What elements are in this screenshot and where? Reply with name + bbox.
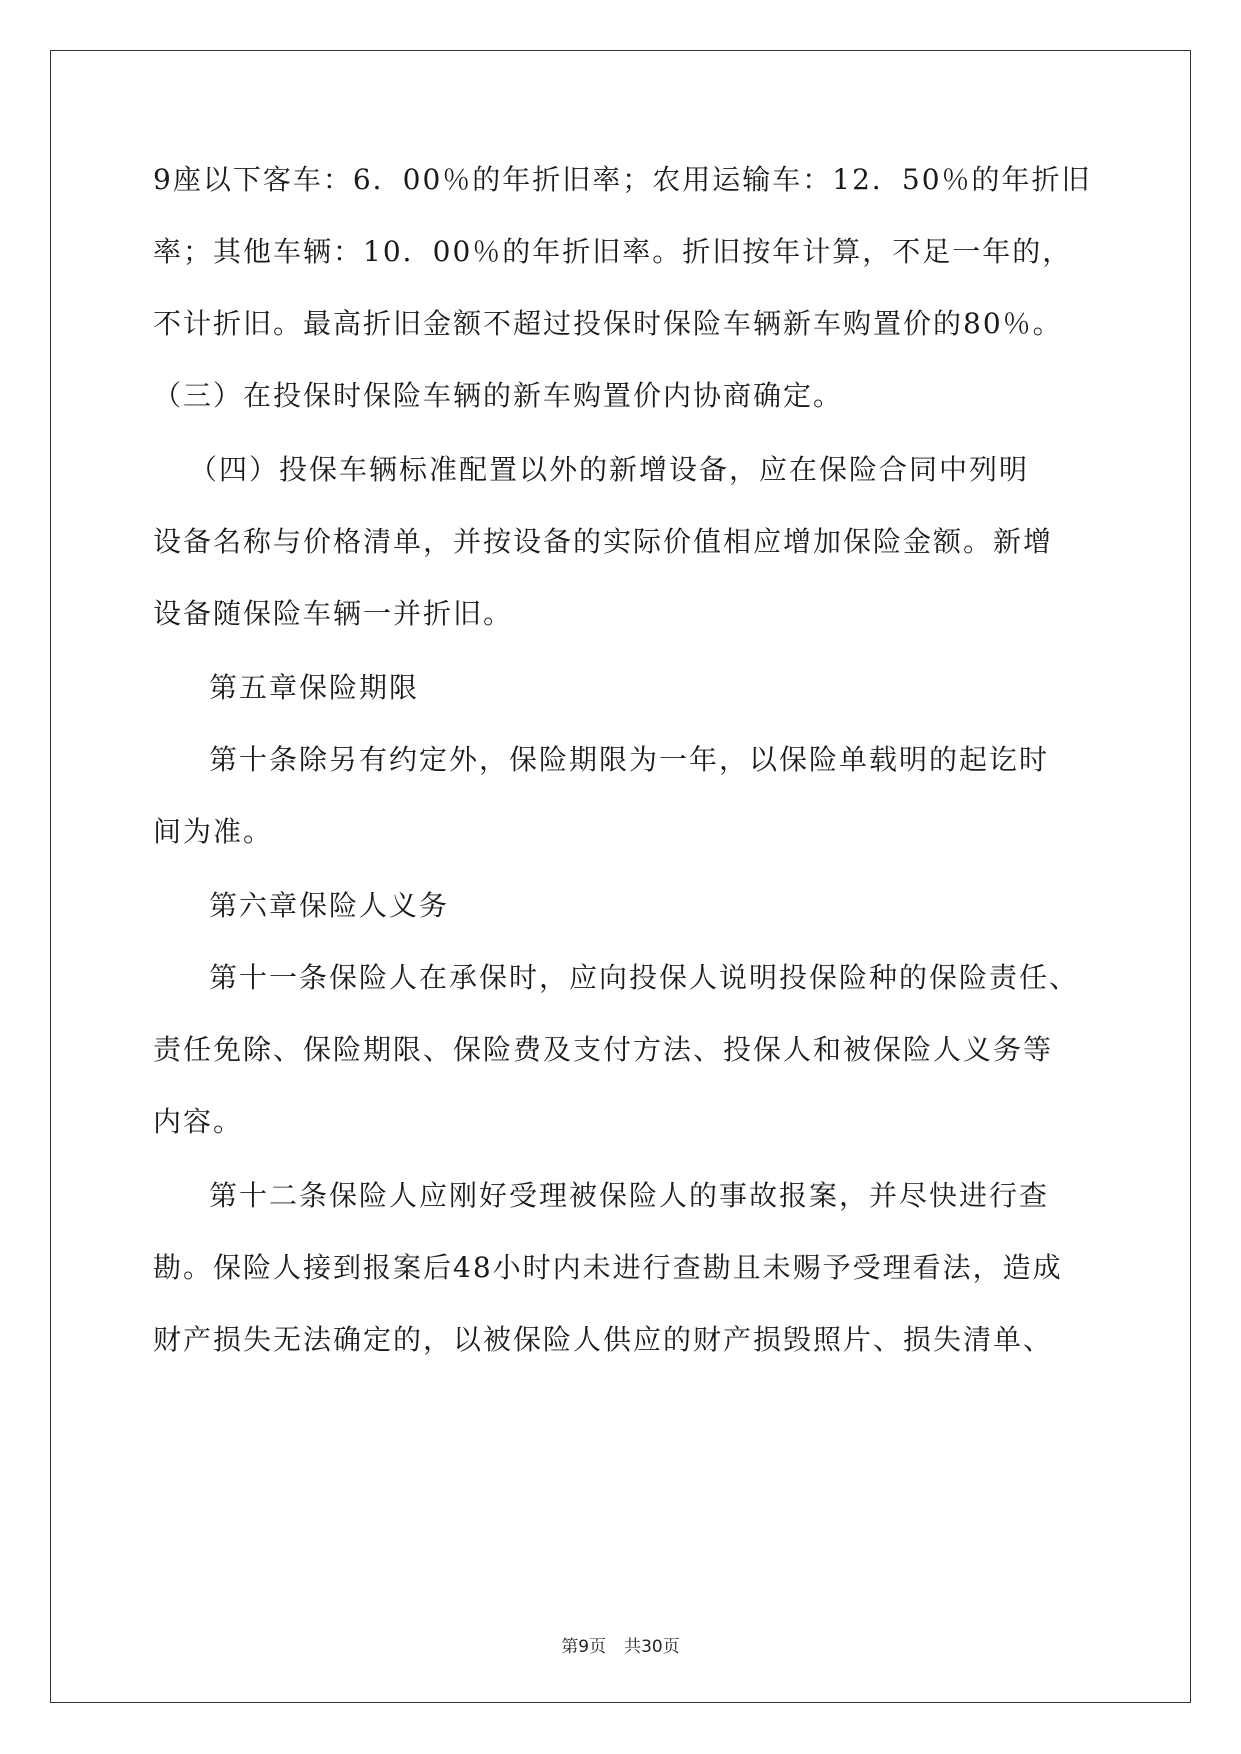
page-border xyxy=(50,50,1191,1703)
current-page-number: 第9页 xyxy=(561,1637,607,1657)
chapter-heading: 第六章保险人义务 xyxy=(209,889,450,922)
text-line: （三）在投保时保险车辆的新车购置价内协商确定。 xyxy=(153,379,844,412)
text-line: （四）投保车辆标准配置以外的新增设备，应在保险合同中列明 xyxy=(189,453,1030,486)
text-line: 勘。保险人接到报案后48小时内未进行查勘且未赐予受理看法，造成 xyxy=(153,1251,1063,1284)
text-line: 设备随保险车辆一并折旧。 xyxy=(153,597,514,630)
text-line: 内容。 xyxy=(153,1105,244,1138)
page-footer xyxy=(0,1632,1241,1657)
text-line: 率；其他车辆：10．00％的年折旧率。折旧按年计算，不足一年的， xyxy=(153,235,1073,268)
text-line: 责任免除、保险期限、保险费及支付方法、投保人和被保险人义务等 xyxy=(153,1033,1054,1066)
text-line: 9座以下客车：6．00％的年折旧率；农用运输车：12．50％的年折旧 xyxy=(153,163,1092,196)
text-line: 第十二条保险人应刚好受理被保险人的事故报案，并尽快进行查 xyxy=(209,1179,1050,1212)
text-line: 第十条除另有约定外，保险期限为一年，以保险单载明的起讫时 xyxy=(209,743,1050,776)
text-line: 财产损失无法确定的，以被保险人供应的财产损毁照片、损失清单、 xyxy=(153,1323,1054,1356)
text-line: 间为准。 xyxy=(153,815,274,848)
text-line: 设备名称与价格清单，并按设备的实际价值相应增加保险金额。新增 xyxy=(153,525,1054,558)
text-line: 第十一条保险人在承保时，应向投保人说明投保险种的保险责任、 xyxy=(209,961,1080,994)
text-line: 不计折旧。最高折旧金额不超过投保时保险车辆新车购置价的80％。 xyxy=(153,307,1063,340)
chapter-heading: 第五章保险期限 xyxy=(209,671,420,704)
total-pages: 共30页 xyxy=(624,1637,680,1657)
